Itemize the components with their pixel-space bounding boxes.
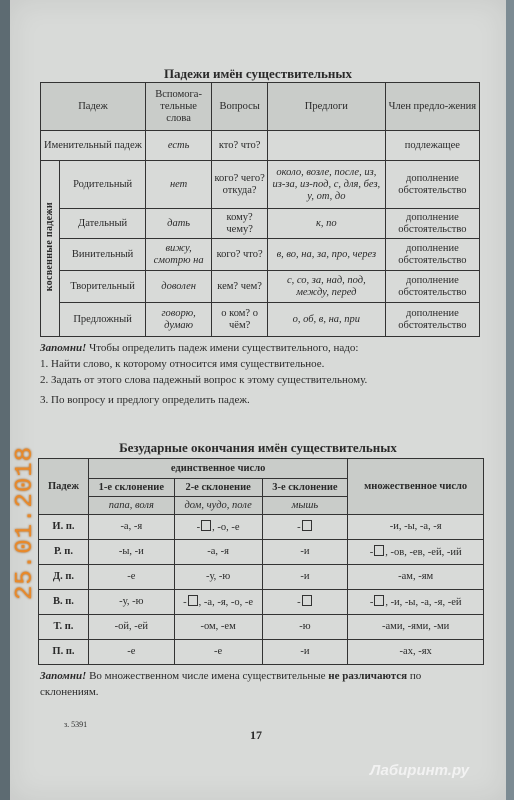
ending: -а, -я [88,515,174,540]
example-decl-2: дом, чудо, поле [174,497,262,515]
ending: -ами, -ями, -ми [348,615,484,640]
aux-word: дать [145,209,211,239]
question: кем? чем? [212,271,268,303]
case-name: Дательный [60,209,146,239]
header-singular: единственное число [88,459,347,479]
page-binding-shadow [0,0,10,800]
cases-table [40,82,480,337]
ending: -и [262,540,348,565]
table-row [39,515,484,540]
ending: -ой, -ей [88,615,174,640]
ending: -е [174,640,262,665]
header-prepositions: Предлоги [267,83,385,131]
ending: -у, -ю [88,590,174,615]
case-name: Именительный падеж [41,131,146,161]
header-decl-2: 2-е склонение [174,479,262,497]
header-decl-1: 1-е склонение [88,479,174,497]
date-stamp: 25.01.2018 [12,445,39,600]
prepositions: к, по [267,209,385,239]
example-decl-3: мышь [262,497,348,515]
example-decl-1: папа, воля [88,497,174,515]
question: кого? что? [212,239,268,271]
empty-ending-box [201,520,211,531]
table-row [39,565,484,590]
table-row [39,590,484,615]
note-emphasis: не различаются [328,670,408,682]
print-signature: з. 5391 [64,720,88,729]
note-lead: Запомни! [40,342,87,354]
note-step: 1. Найти слово, к которому относится имя существительное. [40,358,325,370]
prepositions: о, об, в, на, при [267,303,385,337]
note-step: 3. По вопросу и предлогу определить падеж. [40,394,250,406]
empty-ending-box [302,520,312,531]
note-plural [40,668,480,700]
empty-ending-box [374,545,384,556]
case-abbr: Т. п. [39,615,89,640]
header-case: Падеж [39,459,89,515]
ending: - [262,590,348,615]
note-text: Чтобы определить падеж имени существительного, надо: [86,342,359,354]
table-row [39,640,484,665]
aux-word: доволен [145,271,211,303]
note-text: по склонениям. [40,670,422,698]
ending: - , -ов, -ев, -ей, -ий [348,540,484,565]
ending: -ом, -ем [174,615,262,640]
note-lead: Запомни! [40,670,87,682]
aux-word: нет [145,161,211,209]
ending: -ах, -ях [348,640,484,665]
sentence-member: подлежащее [385,131,479,161]
question: о ком? о чём? [212,303,268,337]
page-number: 17 [250,728,262,742]
sentence-member: дополнение обстоятельство [385,239,479,271]
question: кто? что? [212,131,268,161]
table-row [39,540,484,565]
question: кому? чему? [212,209,268,239]
ending: -а, -я [174,540,262,565]
sentence-member: дополнение обстоятельство [385,161,479,209]
endings-table [38,458,484,665]
ending: - [262,515,348,540]
table-row [41,239,480,271]
header-aux: Вспомога-тельные слова [145,83,211,131]
ending: - , -и, -ы, -а, -я, -ей [348,590,484,615]
case-name: Родительный [60,161,146,209]
aux-word: есть [145,131,211,161]
table-row [41,303,480,337]
note-text: Во множественном числе имена существительные [86,670,329,682]
book-page [10,0,506,800]
header-case: Падеж [41,83,146,131]
table-row [41,161,480,209]
ending: -и [262,565,348,590]
question: кого? чего? откуда? [212,161,268,209]
aux-word: вижу, смотрю на [145,239,211,271]
sentence-member: дополнение обстоятельство [385,209,479,239]
ending: - , -о, -е [174,515,262,540]
sentence-member: дополнение обстоятельство [385,271,479,303]
prepositions: с, со, за, над, под, между, перед [267,271,385,303]
empty-ending-box [374,595,384,606]
aux-word: говорю, думаю [145,303,211,337]
table2-title: Безударные окончания имён существительных [119,440,397,455]
oblique-cases-label: косвенные падежи [41,161,60,337]
prepositions: около, возле, после, из, из-за, из-под, с, для, без, у, от, до [267,161,385,209]
table1-title: Падежи имён существительных [163,66,353,81]
case-abbr: П. п. [39,640,89,665]
case-abbr: И. п. [39,515,89,540]
table-row [39,615,484,640]
ending: - , -а, -я, -о, -е [174,590,262,615]
empty-ending-box [302,595,312,606]
case-abbr: Р. п. [39,540,89,565]
ending: -ам, -ям [348,565,484,590]
sentence-member: дополнение обстоятельство [385,303,479,337]
ending: -е [88,565,174,590]
note-rule [40,340,367,408]
header-member: Член предло-жения [385,83,479,131]
ending: -и, -ы, -а, -я [348,515,484,540]
prepositions: в, во, на, за, про, через [267,239,385,271]
case-abbr: Д. п. [39,565,89,590]
case-abbr: В. п. [39,590,89,615]
ending: -ы, -и [88,540,174,565]
watermark-logo: Лабиринт.ру [370,762,470,779]
table-row [41,209,480,239]
case-name: Творительный [60,271,146,303]
note-step: 2. Задать от этого слова падежный вопрос к этому существительному. [40,374,368,386]
empty-ending-box [188,595,198,606]
ending: -ю [262,615,348,640]
table-row [41,271,480,303]
header-questions: Вопросы [212,83,268,131]
ending: -и [262,640,348,665]
case-name: Предложный [60,303,146,337]
ending: -у, -ю [174,565,262,590]
case-name: Винительный [60,239,146,271]
ending: -е [88,640,174,665]
prepositions [267,131,385,161]
header-decl-3: 3-е склонение [262,479,348,497]
header-plural: множественное число [348,459,484,515]
table-row [41,131,480,161]
